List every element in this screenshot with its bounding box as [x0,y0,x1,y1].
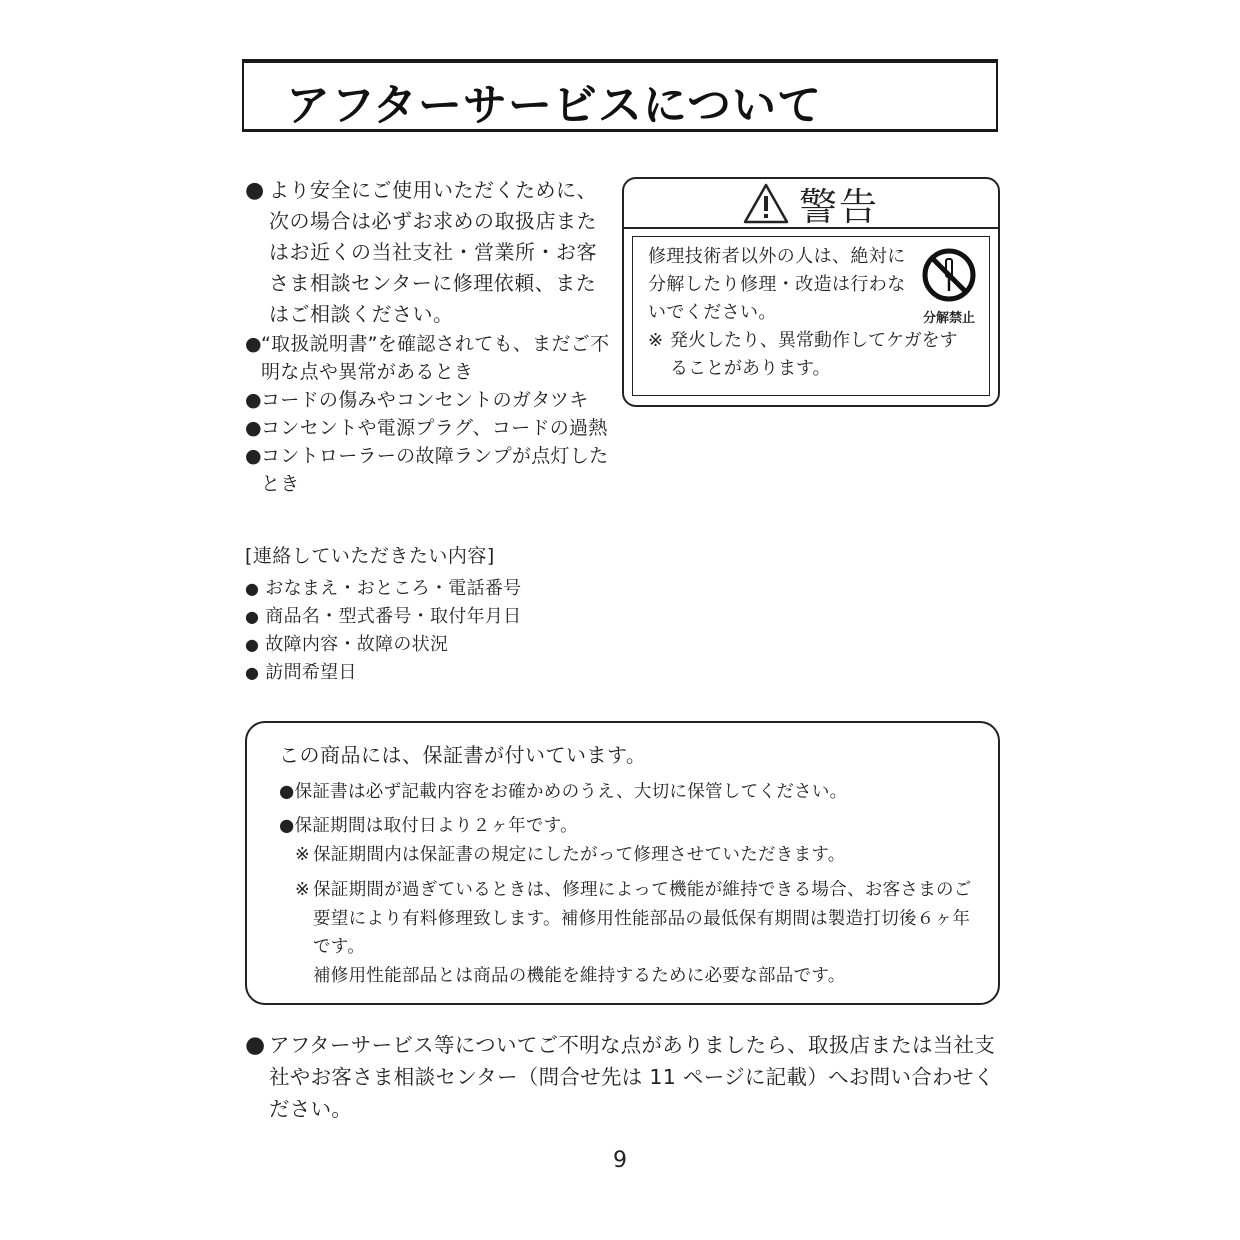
list-item: ● コントローラーの故障ランプが点灯したとき [245,442,615,498]
page-number: 9 [613,1148,627,1173]
bullet-icon: ● [245,663,260,682]
list-item: ● “取扱説明書”を確認されても、まだご不明な点や異常があるとき [245,330,615,386]
warranty-box [245,721,1000,1005]
warranty-bullet: ●保証書は必ず記載内容をお確かめのうえ、大切に保管してください。 [279,782,848,802]
bullet-icon: ● [245,417,262,439]
list-item: ● 訪問希望日 [245,662,357,683]
warning-content [632,236,990,396]
note-mark: ※ [648,330,664,351]
warranty-note: ※ 保証期間内は保証書の規定にしたがって修理させていただきます。 [295,841,985,870]
warranty-title: この商品には、保証書が付いています。 [279,743,647,767]
warning-title: 警告 [798,184,879,229]
bullet-icon: ● [245,389,262,411]
list-item: ● おなまえ・おところ・電話番号 [245,578,522,599]
bullet-icon: ● [245,607,260,626]
bullet-icon: ● [245,635,260,654]
warranty-bullet: ●保証期間は取付日より２ヶ年です。 [279,816,578,836]
warning-triangle-icon [743,182,789,224]
warning-note-text: 発火したり、異常動作してケガをすることがあります。 [670,330,958,379]
list-item: ● コンセントや電源プラグ、コードの過熱 [245,414,615,442]
title-banner [242,59,998,132]
list-item: ● 商品名・型式番号・取付年月日 [245,606,522,627]
warranty-note-extra: 補修用性能部品とは商品の機能を維持するために必要な部品です。 [313,965,846,986]
no-disassembly-label: 分解禁止 [922,311,975,326]
warning-note [648,327,968,383]
list-item: ● 故障内容・故障の状況 [245,634,449,655]
contact-heading: [連絡していただきたい内容] [245,545,495,567]
closing-note [245,1029,1005,1125]
bullet-icon: ● [245,579,260,598]
warranty-note: ※ 保証期間が過ぎているときは、修理によって機能が維持できる場合、お客さまのご要望により有料修理致します。補修用性能部品の最低保有期間は製造打切後６ヶ年です。 補修用性能部品とは商品の機能を維持するために必要な部品です。 [295,876,985,990]
intro-lead-text: より安全にご使用いただくために、次の場合は必ずお求めの取扱店またはお近くの当社支社・営業所・お客さま相談センターに修理依頼、またはご相談ください。 [269,178,597,326]
intro-lead [245,175,615,330]
note-mark: ※ [295,880,310,900]
list-item: ● コードの傷みやコンセントのガタツキ [245,386,615,414]
warning-text: 修理技術者以外の人は、絶対に分解したり修理・改造は行わないでください。 [648,246,906,323]
bullet-icon: ● [279,782,295,802]
page-title: アフターサービスについて [286,80,823,131]
intro-list [245,330,615,498]
no-disassembly-icon [921,247,977,303]
bullet-icon: ● [245,178,265,203]
bullet-icon: ● [245,1032,266,1058]
warning-box [622,177,1000,407]
bullet-icon: ● [245,333,262,355]
note-mark: ※ [295,845,310,865]
warning-header [624,179,998,229]
closing-text: アフターサービス等についてご不明な点がありましたら、取扱店または当社支社やお客さま相談センター（問合せ先は 11 ページに記載）へお問い合わせください。 [269,1033,996,1121]
no-disassembly-sign [917,247,981,326]
bullet-icon: ● [279,816,295,836]
bullet-icon: ● [245,445,262,467]
